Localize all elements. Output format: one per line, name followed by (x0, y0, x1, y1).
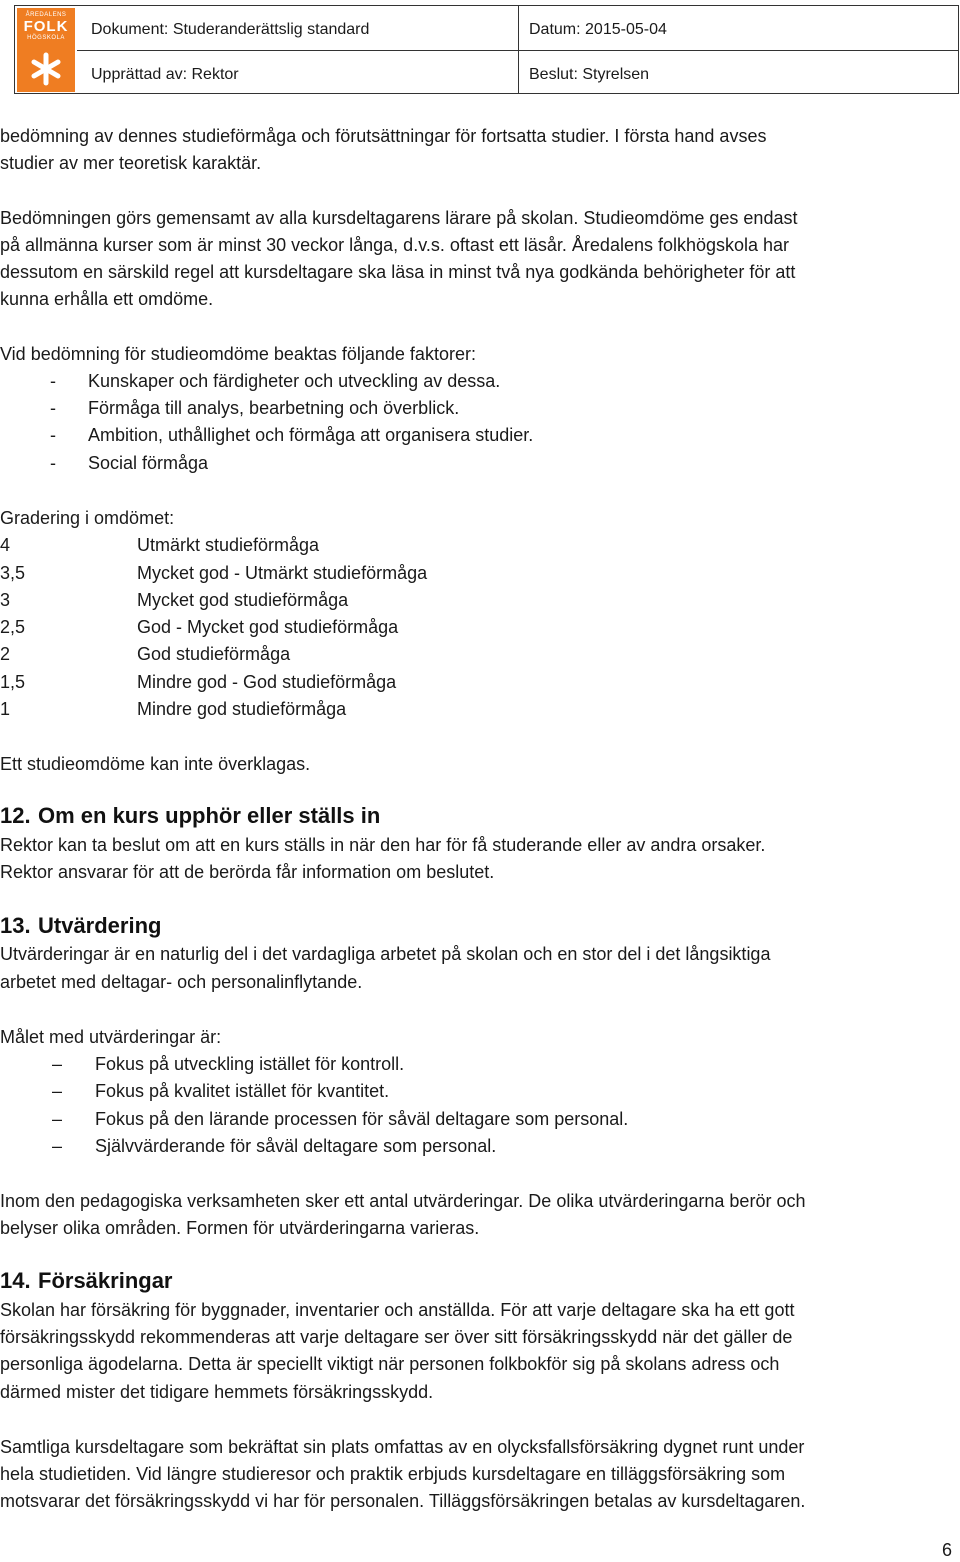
grading-title: Gradering i omdömet: (0, 508, 175, 528)
paragraph-line: bedömning av dennes studieförmåga och förutsättningar för fortsatta studier. I första hand avses (0, 126, 767, 146)
list-dash: – (52, 1136, 63, 1156)
no-appeal-note: Ett studieomdöme kan inte överklagas. (0, 754, 311, 774)
page-number: 6 (941, 1540, 952, 1560)
paragraph-line: belyser olika områden. Formen för utvärderingarna varieras. (0, 1218, 480, 1238)
paragraph-line: arbetet med deltagar- och personalinflytande. (0, 972, 363, 992)
list-dash: – (52, 1109, 63, 1129)
paragraph-line: hela studietiden. Vid längre studieresor och praktik erbjuds kursdeltagare en tilläggsförsäkring som (0, 1464, 786, 1484)
list-dash: – (52, 1081, 63, 1101)
list-dash: - (50, 398, 56, 418)
goals-intro: Målet med utvärderingar är: (0, 1027, 222, 1047)
document-name: Dokument: Studeranderättslig standard (91, 21, 370, 38)
list-dash: - (50, 371, 56, 391)
paragraph-line: Utvärderingar är en naturlig del i det vardagliga arbetet på skolan och en stor del i det långsiktiga (0, 944, 771, 964)
paragraph-line: Rektor kan ta beslut om att en kurs ställs in när den har för få studerande eller av andra orsaker. (0, 835, 766, 855)
document-author: Upprättad av: Rektor (91, 66, 239, 83)
paragraph-line: försäkringsskydd rekommenderas att varje deltagare ser över sitt försäkringsskydd när det gäller de (0, 1327, 793, 1347)
list-dash: - (50, 425, 56, 445)
document-header (14, 5, 959, 94)
paragraph-line: Bedömningen görs gemensamt av alla kursdeltagarens lärare på skolan. Studieomdöme ges endast (0, 208, 798, 228)
header-divider-vertical (518, 6, 519, 93)
list-dash: – (52, 1054, 63, 1074)
document-date: Datum: 2015-05-04 (529, 21, 667, 38)
list-dash: - (50, 453, 56, 473)
paragraph-line: personliga ägodelarna. Detta är speciellt viktigt när personen folkbokför sig på skolans adress och (0, 1354, 780, 1374)
school-logo: ÅREDALENS FOLK HÖGSKOLA (17, 8, 75, 92)
paragraph-line: på allmänna kurser som är minst 30 veckor långa, d.v.s. oftast ett läsår. Åredalens folkhögskola har (0, 235, 790, 255)
paragraph-line: Rektor ansvarar för att de berörda får information om beslutet. (0, 862, 495, 882)
paragraph-line: Skolan har försäkring för byggnader, inventarier och anställda. För att varje deltagare ska ha ett gott (0, 1300, 795, 1320)
section-heading-13: 13. Utvärdering (0, 913, 162, 938)
section-heading-12: 12. Om en kurs upphör eller ställs in (0, 803, 381, 828)
factors-intro: Vid bedömning för studieomdöme beaktas följande faktorer: (0, 344, 476, 364)
paragraph-line: Samtliga kursdeltagare som bekräftat sin plats omfattas av en olycksfallsförsäkring dygnet runt under (0, 1437, 805, 1457)
paragraph-line: motsvarar det försäkringsskydd vi har för personalen. Tilläggsförsäkringen betalas av kursdeltagaren. (0, 1491, 806, 1511)
section-heading-14: 14. Försäkringar (0, 1268, 173, 1293)
document-decision: Beslut: Styrelsen (529, 66, 650, 83)
paragraph-line: dessutom en särskild regel att kursdeltagare ska läsa in minst två nya godkända behörigheter för att (0, 262, 796, 282)
paragraph-line: Inom den pedagogiska verksamheten sker ett antal utvärderingar. De olika utvärderingarna berör och (0, 1191, 806, 1211)
paragraph-line: studier av mer teoretisk karaktär. (0, 153, 262, 173)
asterisk-flower-icon (31, 52, 61, 86)
paragraph-line: kunna erhålla ett omdöme. (0, 289, 214, 309)
paragraph-line: därmed mister det tidigare hemmets försäkringsskydd. (0, 1382, 434, 1402)
